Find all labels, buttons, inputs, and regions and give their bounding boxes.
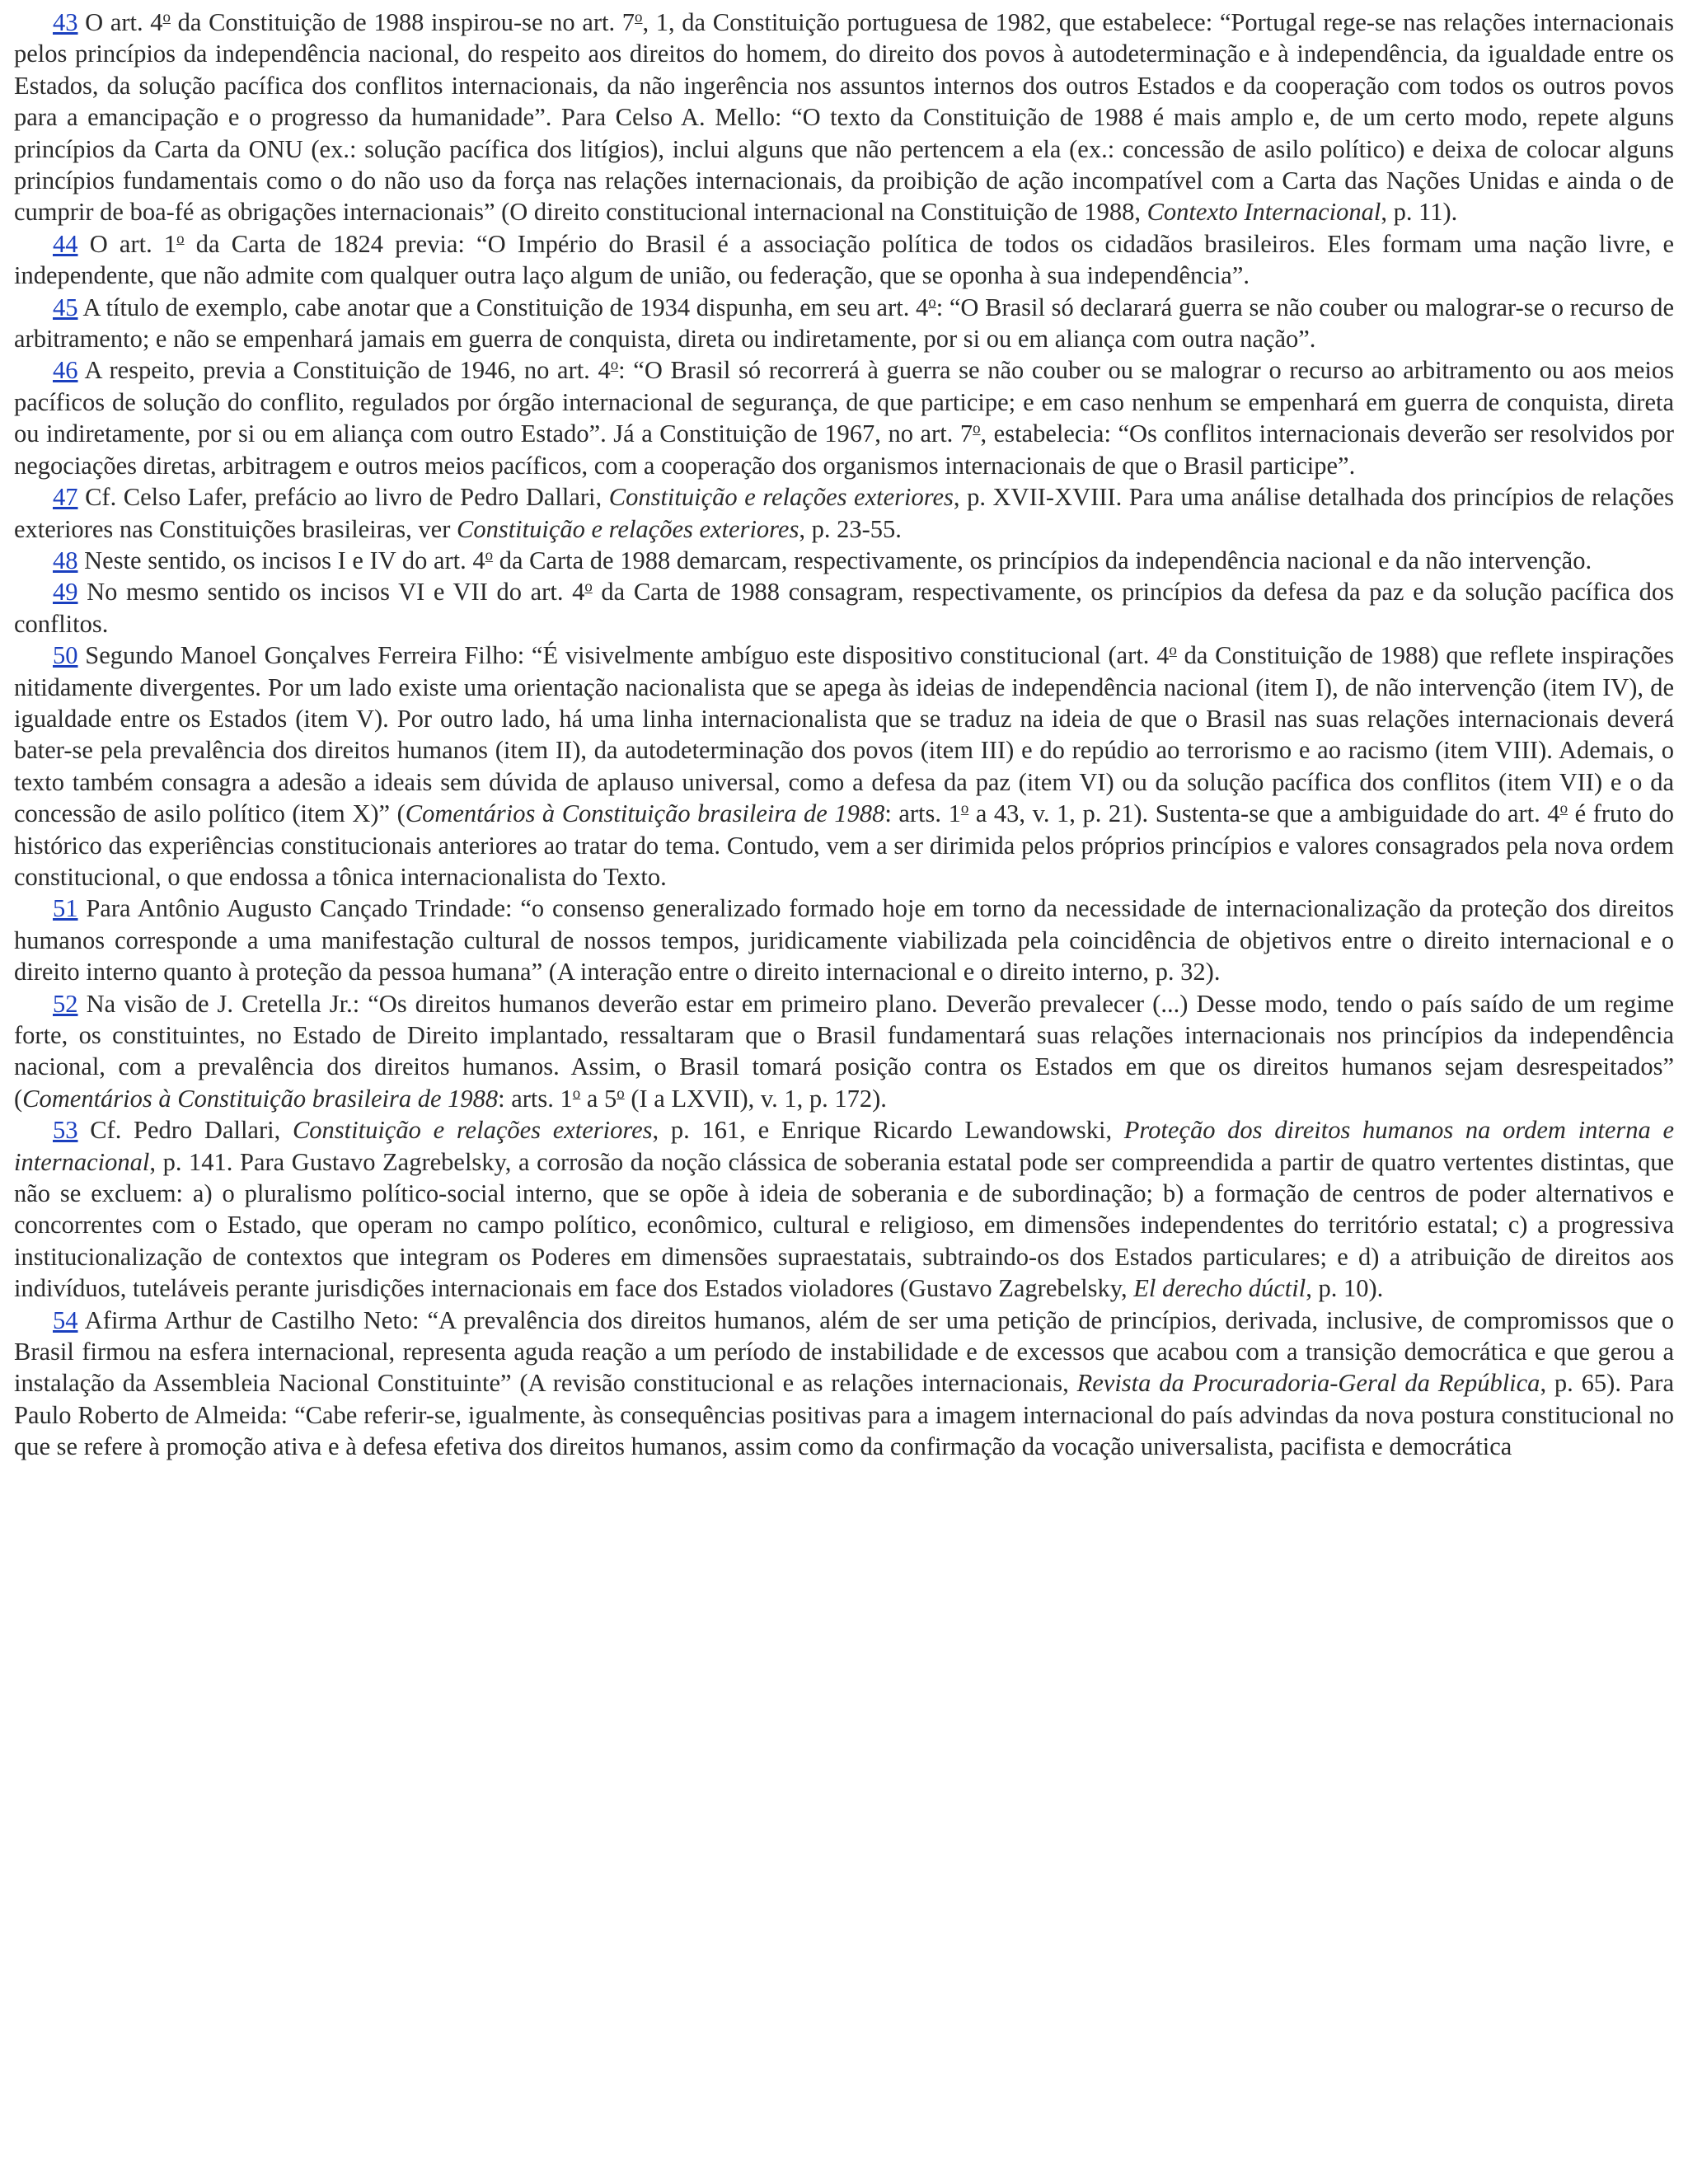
footnote-ref-link[interactable]: 53 [53,1116,78,1145]
italic-title: Comentários à Constituição brasileira de 1988 [22,1084,499,1113]
ordinal-indicator: o [617,1085,625,1103]
footnote-text: Na visão de J. Cretella Jr.: “Os direitos humanos deverão estar em primeiro plano. Deverão prevalecer (...) Desse modo, tendo o país saído de um regime forte, os constituintes, no Estado de Direito implantado, ressaltaram que o Brasil fundamentará suas relações internacionais nos princípios da independência nacional, com a prevalência dos direitos humanos. Assim, o Brasil tomará posição contra os Estados em que os direitos humanos sejam desrespeitados” ( [14,989,1674,1113]
footnote-text: da Carta de 1824 previa: “O Império do Brasil é a associação política de todos os cidadãos brasileiros. Eles formam uma nação livre, e independente, que não admite com qualquer outra laço algum de união, ou federação, que se oponha à sua independência”. [14,229,1674,290]
footnote-43 [14,7,1674,228]
footnote-ref-link[interactable]: 51 [53,894,78,923]
footnote-text: : arts. 1 [498,1084,573,1113]
footnote-text: A respeito, previa a Constituição de 1946, no art. 4 [77,356,611,385]
footnote-text: , p. 10). [1306,1274,1384,1303]
ordinal-indicator: o [584,578,593,596]
footnote-text: , p. XVII-XVIII. Para uma análise detalhada dos princípios de relações exteriores nas Constituições brasileiras, ver [14,483,1674,543]
footnote-text: Afirma Arthur de Castilho Neto: “A prevalência dos direitos humanos, além de ser uma petição de princípios, derivada, inclusive, de compromissos que o Brasil firmou na esfera internacional, representa aguda reação a um período de instabilidade e de excessos que acabou com a transição democrática e que gerou a instalação da Assembleia Nacional Constituinte” (A revisão constitucional e as relações internacionais, [14,1305,1674,1398]
ordinal-indicator: o [162,8,171,26]
footnote-51 [14,893,1674,987]
italic-title: El derecho dúctil [1133,1274,1306,1303]
footnote-50 [14,640,1674,893]
footnote-49 [14,576,1674,640]
footnote-54 [14,1305,1674,1463]
footnote-ref-link[interactable]: 46 [53,356,78,385]
footnote-text: da Carta de 1988 consagram, respectivamente, os princípios da defesa da paz e da solução pacífica dos conflitos. [14,578,1674,638]
footnote-text: No mesmo sentido os incisos VI e VII do art. 4 [77,578,585,607]
footnote-ref-link[interactable]: 49 [53,578,78,607]
footnote-52 [14,988,1674,1115]
footnote-text: : arts. 1 [884,799,961,828]
footnote-text: , p. 161, e Enrique Ricardo Lewandowski, [652,1116,1124,1145]
footnote-45 [14,292,1674,355]
footnote-text: , p. 23-55. [799,514,902,543]
footnote-text: , p. 11). [1381,198,1458,227]
italic-title: Revista da Procuradoria-Geral da República [1076,1369,1540,1398]
footnote-text: da Carta de 1988 demarcam, respectivamente, os princípios da independência nacional e da não intervenção. [493,546,1592,574]
footnote-ref-link[interactable]: 54 [53,1305,78,1334]
ordinal-indicator: o [610,357,619,375]
footnote-ref-link[interactable]: 44 [53,229,78,258]
footnote-text: , p. 65). Para Paulo Roberto de Almeida: “Cabe referir-se, igualmente, às consequências positivas para a imagem internacional do país advindas da nova postura constitucional no que se refere à promoção ativa e à defesa efetiva dos direitos humanos, assim como da confirmação da vocação universalista, pacifista e democrática [14,1369,1674,1461]
ordinal-indicator: o [1559,799,1568,818]
footnote-text: : “O Brasil só declarará guerra se não couber ou malograr-se o recurso de arbitramento; e não se empenhará jamais em guerra de conquista, direta ou indiretamente, por si ou em aliança com outra nação”. [14,293,1674,354]
footnote-text: Segundo Manoel Gonçalves Ferreira Filho: “É visivelmente ambíguo este dispositivo constitucional (art. 4 [77,641,1170,670]
footnote-ref-link[interactable]: 43 [53,8,78,36]
footnote-ref-link[interactable]: 45 [53,293,78,321]
ordinal-indicator: o [928,293,936,312]
italic-title: Contexto Internacional [1146,198,1381,227]
footnote-ref-link[interactable]: 47 [53,483,78,512]
italic-title: Constituição e relações exteriores [292,1116,653,1145]
ordinal-indicator: o [960,799,969,818]
footnote-text: Cf. Celso Lafer, prefácio ao livro de Pedro Dallari, [77,483,609,512]
ordinal-indicator: o [176,230,185,248]
footnote-text: da Constituição de 1988) que reflete inspirações nitidamente divergentes. Por um lado existe uma orientação nacionalista que se apega às ideias de independência nacional (item I), de não intervenção (item IV), de igualdade entre os Estados (item V). Por outro lado, há uma linha internacionalista que se traduz na ideia de que o Brasil nas suas relações internacionais deverá bater-se pela prevalência dos direitos humanos (item II), da autodeterminação dos povos (item III) e do repúdio ao terrorismo e ao racismo (item VIII). Ademais, o texto também consagra a adesão a ideais sem dúvida de aplauso universal, como a defesa da paz (item VI) ou da solução pacífica dos conflitos (item VII) e o da concessão de asilo político (item X)” ( [14,641,1674,828]
footnote-text: : “O Brasil só recorrerá à guerra se não couber ou se malograr o recurso ao arbitramento ou aos meios pacíficos de solução do conflito, regulados por órgão internacional de segurança, de que participe; e em caso nenhum se empenhará em guerra de conquista, direta ou indiretamente, por si ou em aliança com outro Estado”. Já a Constituição de 1967, no art. 7 [14,356,1674,448]
footnote-46 [14,354,1674,481]
italic-title: Proteção dos direitos humanos na ordem interna e internacional [14,1116,1674,1176]
footnote-text: O art. 4 [77,8,163,36]
italic-title: Constituição e relações exteriores [608,483,954,512]
footnote-ref-link[interactable]: 50 [53,641,78,670]
footnote-text: O art. 1 [77,229,177,258]
footnote-48 [14,545,1674,576]
footnote-text: Cf. Pedro Dallari, [77,1116,293,1145]
ordinal-indicator: o [485,546,494,565]
ordinal-indicator: o [635,8,643,26]
footnote-text: , p. 141. Para Gustavo Zagrebelsky, a corrosão da noção clássica de soberania estatal pode ser compreendida a partir de quatro vertentes distintas, que não se excluem: a) o pluralismo político-social interno, que se opõe à ideia de soberania e de subordinação; b) a formação de centros de poder alternativos e concorrentes com o Estado, que operam no campo político, econômico, cultural e religioso, em dimensões independentes do território estatal; c) a progressiva institucionalização de contextos que integram os Poderes em dimensões supraestatais, subtraindo-os dos Estados particulares; e d) a atribuição de direitos aos indivíduos, tuteláveis perante jurisdições internacionais em face dos Estados violadores (Gustavo Zagrebelsky, [14,1147,1674,1303]
footnote-text: a 43, v. 1, p. 21). Sustenta-se que a ambiguidade do art. 4 [968,799,1560,828]
footnote-44 [14,228,1674,292]
footnote-text: da Constituição de 1988 inspirou-se no art. 7 [170,8,635,36]
ordinal-indicator: o [1169,641,1177,659]
footnote-text: , estabelecia: “Os conflitos internacionais deverão ser resolvidos por negociações diretas, arbitragem e outros meios pacíficos, com a cooperação dos organismos internacionais de que o Brasil participe”. [14,419,1674,480]
footnote-text: Para Antônio Augusto Cançado Trindade: “o consenso generalizado formado hoje em torno da necessidade de internacionalização da proteção dos direitos humanos corresponde a uma manifestação cultural de nossos tempos, juridicamente viabilizada pela coincidência de objetivos entre o direito internacional e o direito interno quanto à proteção da pessoa humana” (A interação entre o direito internacional e o direito interno, p. 32). [14,894,1674,987]
italic-title: Comentários à Constituição brasileira de 1988 [405,799,885,828]
footnote-ref-link[interactable]: 48 [53,546,78,574]
footnote-text: A título de exemplo, cabe anotar que a Constituição de 1934 dispunha, em seu art. 4 [77,293,929,321]
footnote-text: (I a LXVII), v. 1, p. 172). [624,1084,887,1113]
ordinal-indicator: o [973,419,981,438]
footnote-text: , 1, da Constituição portuguesa de 1982, que estabelece: “Portugal rege-se nas relações internacionais pelos princípios da independência nacional, do respeito aos direitos do homem, do direito dos povos à autodeterminação e à independência, da igualdade entre os Estados, da solução pacífica dos conflitos internacionais, da não ingerência nos assuntos internos dos outros Estados e da cooperação com todos os outros povos para a emancipação e o progresso da humanidade”. Para Celso A. Mello: “O texto da Constituição de 1988 é mais amplo e, de um certo modo, repete alguns princípios da Carta da ONU (ex.: solução pacífica dos litígios), inclui alguns que não pertencem a ela (ex.: concessão de asilo político) e deixa de colocar alguns princípios fundamentais como o do não uso da força nas relações internacionais, da proibição de ação incompatível com a Carta das Nações Unidas e ainda o de cumprir de boa-fé as obrigações internacionais” (O direito constitucional internacional na Constituição de 1988, [14,8,1675,227]
footnote-text: é fruto do histórico das experiências constitucionais anteriores ao tratar do tema. Contudo, vem a ser dirimida pelos próprios princípios e valores consagrados pela nova ordem constitucional, o que endossa a tônica internacionalista do Texto. [14,799,1674,891]
footnote-ref-link[interactable]: 52 [53,989,78,1018]
footnote-47 [14,481,1674,545]
footnote-53 [14,1114,1674,1304]
footnote-text: a 5 [580,1084,617,1113]
italic-title: Constituição e relações exteriores [456,514,799,543]
ordinal-indicator: o [572,1085,581,1103]
footnote-text: Neste sentido, os incisos I e IV do art. 4 [77,546,485,574]
